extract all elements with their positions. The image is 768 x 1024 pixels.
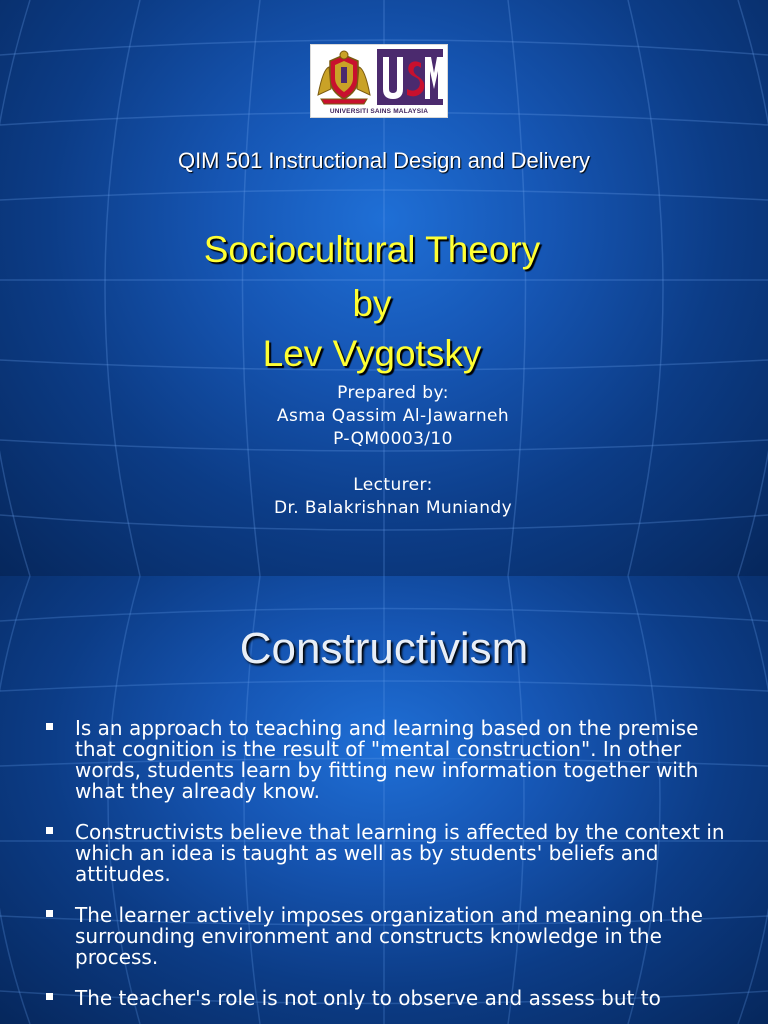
bullet-list — [46, 718, 736, 1024]
author-name: Asma Qassim Al-Jawarneh — [276, 406, 510, 426]
usm-wordmark-icon — [377, 49, 443, 105]
bullet-text: Constructivists believe that learning is affected by the context in which an idea is taught as well as by students' beliefs and attitudes. — [75, 820, 725, 886]
university-crest-icon — [315, 49, 373, 105]
logo-caption: UNIVERSITI SAINS MALAYSIA — [329, 108, 429, 115]
bullet-square-icon — [46, 993, 53, 1000]
bullet-text: The learner actively imposes organization and meaning on the surrounding environment and constructs knowledge in the process. — [75, 903, 703, 969]
lecturer-label: Lecturer: — [353, 475, 433, 495]
prepared-by-label: Prepared by: — [337, 383, 449, 403]
list-item — [46, 718, 736, 802]
presentation-title-line-1: Sociocultural Theory — [203, 229, 541, 270]
slide-heading: Constructivism — [239, 624, 529, 673]
course-title: QIM 501 Instructional Design and Delivery — [177, 148, 591, 173]
list-item — [46, 988, 736, 1009]
presentation-title-line-2: by — [352, 283, 392, 324]
constructivism-slide — [0, 576, 768, 1024]
list-item — [46, 905, 736, 968]
bullet-square-icon — [46, 723, 53, 730]
student-id: P-QM0003/10 — [333, 429, 453, 449]
usm-logo — [310, 44, 448, 118]
bullet-square-icon — [46, 910, 53, 917]
list-item — [46, 822, 736, 885]
lecturer-name: Dr. Balakrishnan Muniandy — [273, 498, 513, 518]
bullet-text: The teacher's role is not only to observe and assess but to — [75, 986, 661, 1010]
bullet-square-icon — [46, 827, 53, 834]
bullet-text: Is an approach to teaching and learning based on the premise that cognition is the result of "mental construction". In other words, students learn by fitting new information together with what they already know. — [75, 716, 699, 803]
presentation-title-line-3: Lev Vygotsky — [262, 333, 482, 374]
